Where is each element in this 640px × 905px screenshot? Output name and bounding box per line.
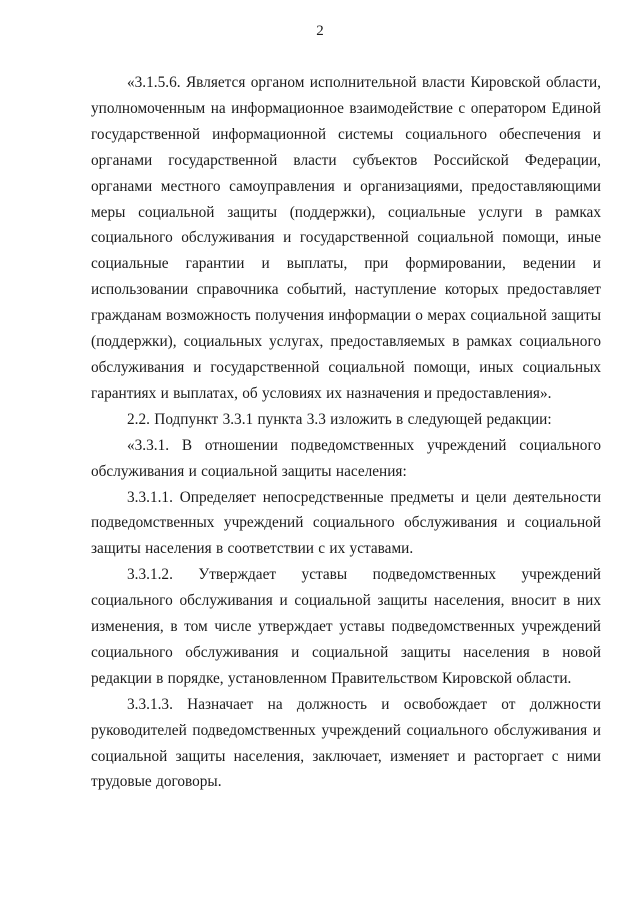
paragraph-2-2: 2.2. Подпункт 3.3.1 пункта 3.3 изложить в следующей редакции: [127, 410, 552, 428]
paragraph-3-3-1-3: 3.3.1.3. Назначает на должность и освобождает от должности руководителей подведомственных учреждений социального обслуживания и социальной защиты населения, заключает, изменяет и расторгает с ними трудовые договоры. [91, 695, 601, 791]
document-body [91, 70, 601, 795]
paragraph-3-3-1-2: 3.3.1.2. Утверждает уставы подведомственных учреждений социального обслуживания и социальной защиты населения, вносит в них изменения, в том числе утверждает уставы подведомственных учреждений социального обслуживания и социальной защиты населения в новой редакции в порядке, установленном Правительством Кировской области. [91, 566, 601, 687]
paragraph-3-3-1: «3.3.1. В отношении подведомственных учреждений социального обслуживания и социальной защиты населения: [91, 436, 601, 480]
page-number: 2 [316, 23, 324, 39]
paragraph-3-3-1-1: 3.3.1.1. Определяет непосредственные предметы и цели деятельности подведомственных учреждений социального обслуживания и социальной защиты населения в соответствии с их уставами. [91, 488, 601, 558]
paragraph-3-1-5-6: «3.1.5.6. Является органом исполнительной власти Кировской области, уполномоченным на информационное взаимодействие с оператором Единой государственной информационной системы социального обеспечения и органами государственной власти субъектов Российской Федерации, органами местного самоуправления и организациями, предоставляющими меры социальной защиты (поддержки), социальные услуги в рамках социального обслуживания и государственной социальной помощи, иные социальные гарантии и выплаты, при формировании, ведении и использовании справочника событий, наступление которых предоставляет гражданам возможность получения информации о мерах социальной защиты (поддержки), социальных услугах, предоставляемых в рамках социального обслуживания и государственной социальной помощи, иных социальных гарантиях и выплатах, об условиях их назначения и предоставления». [91, 74, 601, 402]
